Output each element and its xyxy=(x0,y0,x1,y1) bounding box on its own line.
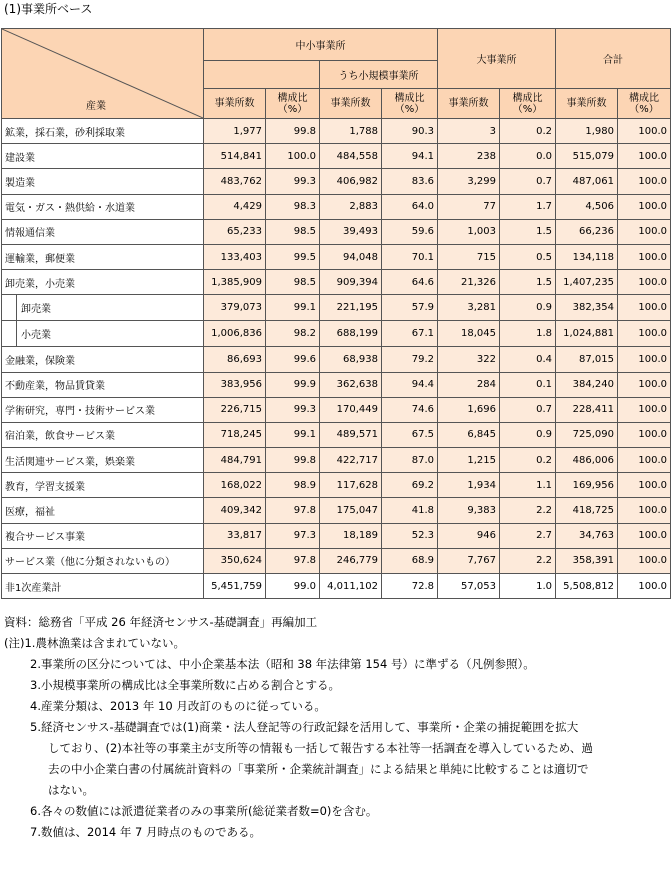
industry-name: 卸売業，小売業 xyxy=(2,270,204,295)
cell-sme: 133,403 xyxy=(204,244,266,269)
cell-small-r: 79.2 xyxy=(382,347,438,372)
cell-sme-r: 99.0 xyxy=(266,574,320,599)
note-1: (注)1.農林漁業は含まれていない。 xyxy=(4,636,185,650)
header-corner-cell xyxy=(2,29,204,119)
cell-small-r: 52.3 xyxy=(382,523,438,548)
industry-name: 教育，学習支援業 xyxy=(2,473,204,498)
industry-name: 鉱業，採石業，砂利採取業 xyxy=(2,119,204,144)
cell-total: 66,236 xyxy=(556,219,618,244)
cell-total: 487,061 xyxy=(556,169,618,194)
cell-sme: 483,762 xyxy=(204,169,266,194)
note-5-cont: しており、(2)本社等の事業主が支所等の情報も一括して報告する本社等一括調査を導入しているため、過 xyxy=(48,741,593,755)
cell-large-r: 1.5 xyxy=(500,219,556,244)
note-5-cont: はない。 xyxy=(48,783,94,797)
industry-name: 複合サービス事業 xyxy=(2,523,204,548)
cell-small: 1,788 xyxy=(320,119,382,144)
cell-small-r: 57.9 xyxy=(382,295,438,321)
industry-name: 建設業 xyxy=(2,144,204,169)
col-header-ratio: 構成比 （%） xyxy=(618,89,671,119)
cell-sme: 1,385,909 xyxy=(204,270,266,295)
cell-large: 322 xyxy=(438,347,500,372)
cell-large: 3,281 xyxy=(438,295,500,321)
cell-sme: 5,451,759 xyxy=(204,574,266,599)
cell-sme-r: 97.8 xyxy=(266,498,320,523)
table-row xyxy=(2,347,671,372)
industry-name: 電気・ガス・熱供給・水道業 xyxy=(2,194,204,219)
cell-sme: 1,977 xyxy=(204,119,266,144)
cell-total-r: 100.0 xyxy=(618,119,671,144)
cell-sme-r: 99.5 xyxy=(266,244,320,269)
cell-large: 77 xyxy=(438,194,500,219)
note-6: 6.各々の数値には派遣従業者のみの事業所(総従業者数=0)を含む。 xyxy=(30,804,378,818)
cell-sme: 168,022 xyxy=(204,473,266,498)
cell-sme: 409,342 xyxy=(204,498,266,523)
cell-large-r: 1.1 xyxy=(500,473,556,498)
cell-large: 1,934 xyxy=(438,473,500,498)
cell-large-r: 2.7 xyxy=(500,523,556,548)
cell-total-r: 100.0 xyxy=(618,523,671,548)
sub-indent xyxy=(2,321,17,346)
cell-large: 3 xyxy=(438,119,500,144)
table-row xyxy=(2,523,671,548)
note-2: 2.事業所の区分については、中小企業基本法（昭和 38 年法律第 154 号）に準ずる（凡例参照）。 xyxy=(30,657,535,671)
cell-sme-r: 99.6 xyxy=(266,347,320,372)
cell-small-r: 90.3 xyxy=(382,119,438,144)
table-row xyxy=(2,244,671,269)
cell-sme: 718,245 xyxy=(204,422,266,447)
note-5: 5.経済センサス-基礎調査では(1)商業・法人登記等の行政記録を活用して、事業所・企業の捕捉範囲を拡大 xyxy=(30,720,579,734)
col-header-ratio: 構成比 （%） xyxy=(500,89,556,119)
cell-large-r: 2.2 xyxy=(500,548,556,573)
cell-total: 1,980 xyxy=(556,119,618,144)
cell-total-r: 100.0 xyxy=(618,422,671,447)
industry-name: サービス業（他に分類されないもの） xyxy=(2,548,204,573)
cell-sme: 379,073 xyxy=(204,295,266,321)
cell-large: 238 xyxy=(438,144,500,169)
table-body xyxy=(2,119,671,599)
cell-small: 221,195 xyxy=(320,295,382,321)
cell-sme: 226,715 xyxy=(204,397,266,422)
cell-sme-r: 98.2 xyxy=(266,321,320,347)
note-4: 4.産業分類は、2013 年 10 月改訂のものに従っている。 xyxy=(30,699,326,713)
cell-small-r: 94.4 xyxy=(382,372,438,397)
cell-total-r: 100.0 xyxy=(618,194,671,219)
cell-large: 6,845 xyxy=(438,422,500,447)
cell-sme-r: 99.8 xyxy=(266,448,320,473)
cell-sme-r: 99.3 xyxy=(266,169,320,194)
industry-name: 学術研究，専門・技術サービス業 xyxy=(2,397,204,422)
cell-small: 175,047 xyxy=(320,498,382,523)
cell-small: 484,558 xyxy=(320,144,382,169)
cell-small-r: 83.6 xyxy=(382,169,438,194)
industry-name: 医療，福祉 xyxy=(2,498,204,523)
cell-total-r: 100.0 xyxy=(618,397,671,422)
industry-name: 卸売業 xyxy=(2,295,204,321)
note-7: 7.数値は、2014 年 7 月時点のものである。 xyxy=(30,825,262,839)
cell-small-r: 67.5 xyxy=(382,422,438,447)
cell-sme-r: 99.1 xyxy=(266,422,320,447)
table-row xyxy=(2,548,671,573)
cell-sme-r: 98.3 xyxy=(266,194,320,219)
cell-large-r: 0.9 xyxy=(500,295,556,321)
cell-small: 406,982 xyxy=(320,169,382,194)
notes-block xyxy=(4,612,593,843)
industry-name: 小売業 xyxy=(2,321,204,347)
cell-small-r: 74.6 xyxy=(382,397,438,422)
cell-total-r: 100.0 xyxy=(618,548,671,573)
table-row xyxy=(2,270,671,295)
cell-sme: 484,791 xyxy=(204,448,266,473)
cell-total: 1,407,235 xyxy=(556,270,618,295)
header-sme-spacer xyxy=(204,61,320,89)
table-row xyxy=(2,473,671,498)
cell-sme-r: 99.1 xyxy=(266,295,320,321)
table-row xyxy=(2,397,671,422)
cell-small: 94,048 xyxy=(320,244,382,269)
col-header-count: 事業所数 xyxy=(320,89,382,119)
cell-large-r: 1.0 xyxy=(500,574,556,599)
header-large: 大事業所 xyxy=(438,29,556,89)
cell-total-r: 100.0 xyxy=(618,498,671,523)
cell-total-r: 100.0 xyxy=(618,372,671,397)
table-row xyxy=(2,321,671,347)
industry-name: 宿泊業，飲食サービス業 xyxy=(2,422,204,447)
note-3: 3.小規模事業所の構成比は全事業所数に占める割合とする。 xyxy=(30,678,340,692)
cell-large-r: 0.7 xyxy=(500,397,556,422)
cell-small: 362,638 xyxy=(320,372,382,397)
cell-total: 382,354 xyxy=(556,295,618,321)
industry-name: 非1次産業計 xyxy=(2,574,204,599)
cell-total: 87,015 xyxy=(556,347,618,372)
cell-total-r: 100.0 xyxy=(618,473,671,498)
table-row xyxy=(2,119,671,144)
industry-name: 金融業，保険業 xyxy=(2,347,204,372)
cell-total: 486,006 xyxy=(556,448,618,473)
table-row xyxy=(2,169,671,194)
cell-small: 688,199 xyxy=(320,321,382,347)
cell-small-r: 67.1 xyxy=(382,321,438,347)
cell-large: 1,215 xyxy=(438,448,500,473)
cell-small-r: 94.1 xyxy=(382,144,438,169)
industry-name: 運輸業，郵便業 xyxy=(2,244,204,269)
industry-name: 情報通信業 xyxy=(2,219,204,244)
cell-sme-r: 100.0 xyxy=(266,144,320,169)
cell-sme-r: 99.9 xyxy=(266,372,320,397)
cell-small: 422,717 xyxy=(320,448,382,473)
cell-sme: 350,624 xyxy=(204,548,266,573)
industry-name: 不動産業，物品賃貸業 xyxy=(2,372,204,397)
cell-small-r: 72.8 xyxy=(382,574,438,599)
cell-total: 515,079 xyxy=(556,144,618,169)
cell-small: 489,571 xyxy=(320,422,382,447)
cell-sme-r: 98.9 xyxy=(266,473,320,498)
cell-large: 1,003 xyxy=(438,219,500,244)
cell-large-r: 0.2 xyxy=(500,119,556,144)
cell-small-r: 70.1 xyxy=(382,244,438,269)
col-header-count: 事業所数 xyxy=(438,89,500,119)
cell-total: 418,725 xyxy=(556,498,618,523)
cell-total: 34,763 xyxy=(556,523,618,548)
cell-total-r: 100.0 xyxy=(618,448,671,473)
cell-small-r: 41.8 xyxy=(382,498,438,523)
cell-total-r: 100.0 xyxy=(618,347,671,372)
cell-small-r: 69.2 xyxy=(382,473,438,498)
cell-small: 4,011,102 xyxy=(320,574,382,599)
col-header-ratio: 構成比 （%） xyxy=(382,89,438,119)
cell-sme: 65,233 xyxy=(204,219,266,244)
cell-large: 21,326 xyxy=(438,270,500,295)
cell-total: 1,024,881 xyxy=(556,321,618,347)
cell-small: 68,938 xyxy=(320,347,382,372)
cell-sme-r: 98.5 xyxy=(266,219,320,244)
cell-total-r: 100.0 xyxy=(618,574,671,599)
cell-large-r: 1.8 xyxy=(500,321,556,347)
cell-large: 9,383 xyxy=(438,498,500,523)
cell-sme: 4,429 xyxy=(204,194,266,219)
cell-large: 715 xyxy=(438,244,500,269)
cell-small: 18,189 xyxy=(320,523,382,548)
cell-large: 18,045 xyxy=(438,321,500,347)
cell-small: 117,628 xyxy=(320,473,382,498)
industry-header: 産業 xyxy=(86,101,106,112)
industry-name: 製造業 xyxy=(2,169,204,194)
table-row xyxy=(2,498,671,523)
table-row xyxy=(2,144,671,169)
cell-total-r: 100.0 xyxy=(618,270,671,295)
cell-sme-r: 97.3 xyxy=(266,523,320,548)
cell-total: 384,240 xyxy=(556,372,618,397)
source-note: 資料：総務省「平成 26 年経済センサス-基礎調査」再編加工 xyxy=(4,615,318,629)
cell-total: 5,508,812 xyxy=(556,574,618,599)
cell-sme: 33,817 xyxy=(204,523,266,548)
table-row xyxy=(2,448,671,473)
cell-small-r: 64.6 xyxy=(382,270,438,295)
cell-sme-r: 97.8 xyxy=(266,548,320,573)
cell-large: 57,053 xyxy=(438,574,500,599)
sub-indent xyxy=(2,295,17,320)
cell-total-r: 100.0 xyxy=(618,144,671,169)
cell-small-r: 87.0 xyxy=(382,448,438,473)
cell-sme: 383,956 xyxy=(204,372,266,397)
col-header-count: 事業所数 xyxy=(204,89,266,119)
cell-total: 228,411 xyxy=(556,397,618,422)
cell-total: 4,506 xyxy=(556,194,618,219)
cell-sme: 514,841 xyxy=(204,144,266,169)
cell-large-r: 0.0 xyxy=(500,144,556,169)
cell-total-r: 100.0 xyxy=(618,219,671,244)
cell-large-r: 0.9 xyxy=(500,422,556,447)
cell-sme-r: 99.8 xyxy=(266,119,320,144)
cell-total: 358,391 xyxy=(556,548,618,573)
cell-large: 946 xyxy=(438,523,500,548)
cell-total-r: 100.0 xyxy=(618,295,671,321)
cell-sme: 1,006,836 xyxy=(204,321,266,347)
cell-total-r: 100.0 xyxy=(618,321,671,347)
cell-small-r: 59.6 xyxy=(382,219,438,244)
cell-small-r: 68.9 xyxy=(382,548,438,573)
cell-large: 1,696 xyxy=(438,397,500,422)
cell-total: 134,118 xyxy=(556,244,618,269)
cell-large-r: 0.2 xyxy=(500,448,556,473)
industry-name: 生活関連サービス業，娯楽業 xyxy=(2,448,204,473)
table-row xyxy=(2,194,671,219)
cell-total-r: 100.0 xyxy=(618,244,671,269)
cell-large: 3,299 xyxy=(438,169,500,194)
cell-large-r: 0.4 xyxy=(500,347,556,372)
cell-sme-r: 98.5 xyxy=(266,270,320,295)
table-row xyxy=(2,422,671,447)
table-row xyxy=(2,295,671,321)
cell-large: 284 xyxy=(438,372,500,397)
section-caption: (1)事業所ベース xyxy=(4,2,93,16)
cell-large-r: 1.7 xyxy=(500,194,556,219)
cell-small: 170,449 xyxy=(320,397,382,422)
col-header-ratio: 構成比 （%） xyxy=(266,89,320,119)
cell-large-r: 1.5 xyxy=(500,270,556,295)
header-total: 合計 xyxy=(556,29,671,89)
cell-large: 7,767 xyxy=(438,548,500,573)
cell-large-r: 2.2 xyxy=(500,498,556,523)
cell-small: 246,779 xyxy=(320,548,382,573)
col-header-count: 事業所数 xyxy=(556,89,618,119)
census-table xyxy=(1,28,671,599)
cell-small: 909,394 xyxy=(320,270,382,295)
table-row xyxy=(2,219,671,244)
table-row xyxy=(2,574,671,599)
cell-small: 39,493 xyxy=(320,219,382,244)
cell-large-r: 0.7 xyxy=(500,169,556,194)
header-small: うち小規模事業所 xyxy=(320,61,438,89)
cell-total-r: 100.0 xyxy=(618,169,671,194)
cell-total: 169,956 xyxy=(556,473,618,498)
cell-sme: 86,693 xyxy=(204,347,266,372)
cell-large-r: 0.5 xyxy=(500,244,556,269)
cell-total: 725,090 xyxy=(556,422,618,447)
cell-sme-r: 99.3 xyxy=(266,397,320,422)
table-row xyxy=(2,372,671,397)
cell-small: 2,883 xyxy=(320,194,382,219)
cell-small-r: 64.0 xyxy=(382,194,438,219)
cell-large-r: 0.1 xyxy=(500,372,556,397)
note-5-cont: 去の中小企業白書の付属統計資料の「事業所・企業統計調査」による結果と単純に比較することは適切で xyxy=(48,762,589,776)
header-sme: 中小事業所 xyxy=(204,29,438,61)
